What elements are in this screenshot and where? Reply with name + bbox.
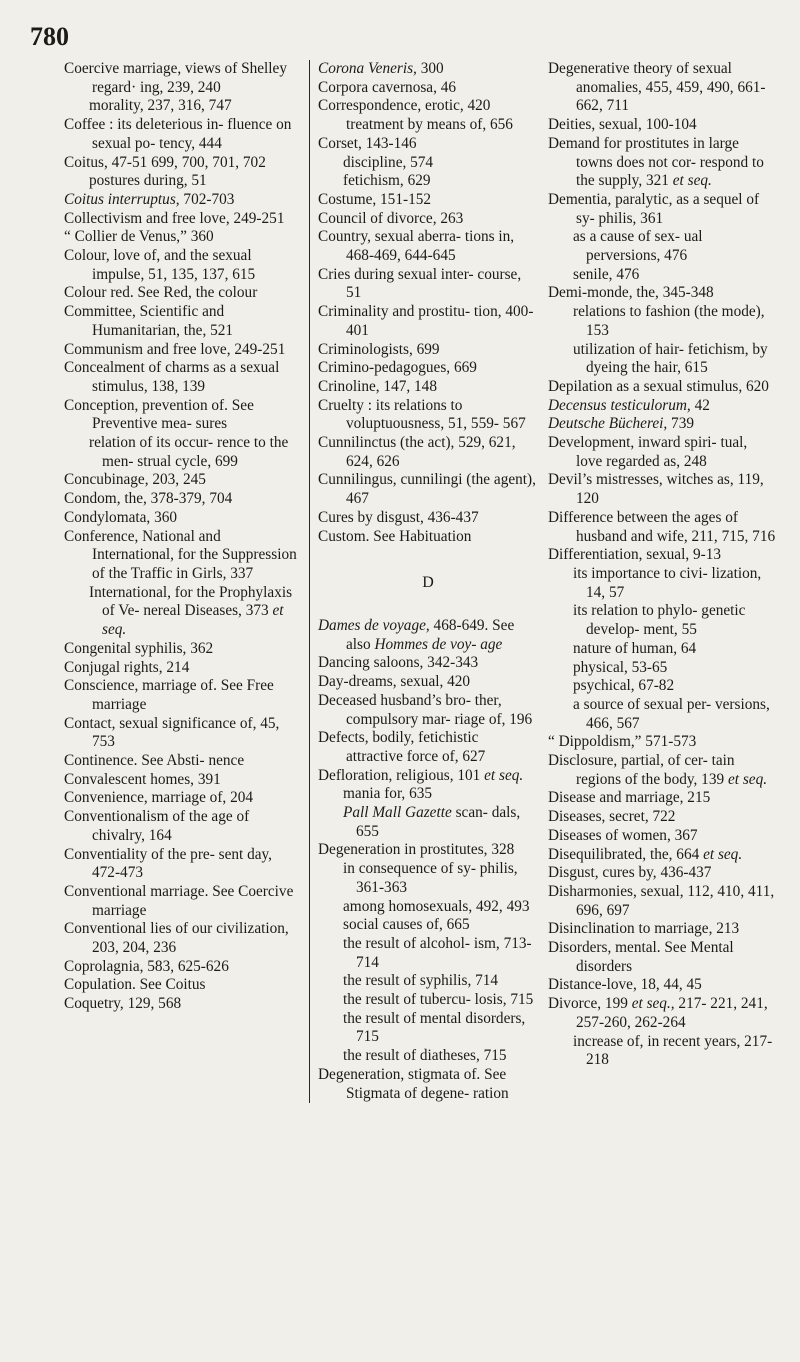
entry-text: the result of diatheses, 715 [343, 1047, 507, 1065]
index-subentry [64, 97, 303, 116]
index-entry [318, 228, 538, 265]
index-subentry [548, 565, 776, 602]
index-entry [318, 841, 538, 860]
index-subentry [318, 935, 538, 972]
entry-text: Demand for prostitutes in large towns does not cor- respond to the supply, 321 [548, 134, 764, 190]
entry-text: the result of syphilis, 714 [343, 972, 499, 990]
index-entry [64, 116, 303, 153]
entry-text: Conscience, marriage of. See Free marriage [64, 677, 274, 713]
index-entry [64, 303, 303, 340]
italic-term: Dames de voyage, [318, 616, 430, 634]
index-entry [548, 397, 776, 416]
entry-text: Dementia, paralytic, as a sequel of sy- philis, 361 [548, 190, 760, 227]
index-column-3 [538, 60, 776, 1103]
entry-text: Coprolagnia, 583, 625-626 [64, 957, 229, 975]
entry-text: increase of, in recent years, 217-218 [573, 1032, 773, 1069]
entry-text: Depilation as a sexual stimulus, 620 [548, 377, 769, 395]
index-entry [548, 415, 776, 434]
index-subentry [318, 785, 538, 804]
index-subentry [318, 991, 538, 1010]
entry-text: Communism and free love, 249-251 [64, 340, 286, 358]
index-entry [318, 654, 538, 673]
index-entry [548, 789, 776, 808]
index-entry [64, 359, 303, 396]
index-entry [318, 767, 538, 786]
entry-text: Conventiality of the pre- sent day, 472-473 [64, 845, 273, 882]
entry-text: the result of mental disorders, 715 [343, 1009, 526, 1046]
entry-text: Corset, 143-146 [318, 134, 417, 152]
index-entry [64, 528, 303, 584]
entry-text: social causes of, 665 [343, 916, 470, 934]
entry-text: Coitus, 47-51 699, 700, 701, 702 [64, 153, 266, 171]
index-subentry [548, 677, 776, 696]
entry-text: mania for, 635 [343, 785, 433, 803]
entry-text: 468-649. See also [346, 616, 515, 653]
entry-text: relation of its occur- rence to the men- strual cycle, 699 [89, 434, 289, 470]
entry-text: Criminality and prostitu- tion, 400-401 [318, 303, 534, 339]
index-entry [548, 284, 776, 303]
entry-text: psychical, 67-82 [573, 677, 675, 695]
index-column-1 [64, 60, 309, 1103]
index-entry [548, 191, 776, 228]
index-entry [64, 808, 303, 845]
index-entry [318, 210, 538, 229]
italic-term: Corona Veneris, [318, 60, 417, 77]
index-entry [548, 920, 776, 939]
index-entry [318, 692, 538, 729]
index-entry [318, 266, 538, 303]
entry-text: Country, sexual aberra- tions in, 468-469, 644-645 [318, 228, 515, 265]
entry-text: senile, 476 [573, 265, 640, 283]
index-entry [64, 154, 303, 173]
entry-text: Divorce, 199 [548, 995, 628, 1013]
entry-text: Distance-love, 18, 44, 45 [548, 976, 702, 994]
index-entry [548, 846, 776, 865]
entry-text: scan- dals, 655 [356, 804, 521, 840]
index-subentry [318, 860, 538, 897]
index-subentry [64, 172, 303, 191]
entry-text: as a cause of sex- ual perversions, 476 [573, 228, 703, 265]
index-entry [318, 191, 538, 210]
index-entry [548, 733, 776, 752]
entry-text: Degeneration in prostitutes, 328 [318, 841, 515, 859]
entry-text: Concealment of charms as a sexual stimulus, 138, 139 [64, 359, 280, 395]
index-entry [318, 97, 538, 134]
entry-text: Diseases, secret, 722 [548, 808, 676, 826]
index-entry [64, 883, 303, 920]
entry-text: Convalescent homes, 391 [64, 770, 221, 788]
index-entry [548, 434, 776, 471]
index-subentry [318, 972, 538, 991]
index-entry [64, 789, 303, 808]
index-subentry [548, 602, 776, 639]
entry-text: Committee, Scientific and Humanitarian, the, 521 [64, 303, 234, 339]
index-entry [64, 284, 303, 303]
index-subentry [64, 434, 303, 471]
index-subentry [318, 898, 538, 917]
index-subentry [548, 303, 776, 340]
italic-term: et seq. [703, 845, 743, 863]
index-entry [64, 191, 303, 210]
index-entry [318, 471, 538, 508]
entry-text: its relation to phylo- genetic develop- ment, 55 [573, 602, 746, 639]
index-subentry [318, 1047, 538, 1066]
index-entry [64, 771, 303, 790]
italic-term: Decensus testiculorum, [548, 396, 691, 414]
entry-text: Continence. See Absti- nence [64, 752, 245, 770]
entry-text: Disinclination to marriage, 213 [548, 920, 740, 938]
entry-text: Crinoline, 147, 148 [318, 377, 437, 395]
index-entry [64, 976, 303, 995]
index-subentry [548, 341, 776, 378]
entry-text: Concubinage, 203, 245 [64, 471, 206, 489]
entry-text: Cries during sexual inter- course, 51 [318, 265, 522, 302]
entry-text: Disgust, cures by, 436-437 [548, 864, 712, 882]
entry-text: among homosexuals, 492, 493 [343, 897, 530, 915]
entry-text: Corpora cavernosa, 46 [318, 78, 457, 96]
index-subentry [548, 266, 776, 285]
index-entry [548, 471, 776, 508]
entry-text: Condylomata, 360 [64, 508, 178, 526]
index-entry [318, 341, 538, 360]
entry-text: Crimino-pedagogues, 669 [318, 359, 477, 377]
entry-text: Conference, National and International, for the Suppression of the Traffic in Girls, 337 [64, 527, 297, 582]
entry-text: Deities, sexual, 100-104 [548, 116, 697, 134]
section-letter: D [422, 574, 434, 592]
entry-text: Defects, bodily, fetichistic attractive force of, 627 [318, 729, 486, 765]
entry-text: 300 [416, 60, 444, 77]
entry-text: Condom, the, 378-379, 704 [64, 490, 233, 508]
entry-text: morality, 237, 316, 747 [89, 97, 232, 115]
entry-text: International, for the Prophylaxis of Ve- nereal Diseases, 373 [89, 583, 293, 620]
index-entry [64, 341, 303, 360]
index-entry [64, 659, 303, 678]
entry-text: Disclosure, partial, of cer- tain regions of the body, 139 [548, 752, 735, 788]
italic-term: et seq. [484, 766, 524, 784]
entry-text: Disharmonies, sexual, 112, 410, 411, 696, 697 [548, 882, 775, 919]
entry-text: utilization of hair- fetichism, by dyeing the hair, 615 [573, 340, 768, 377]
index-entry [318, 397, 538, 434]
index-subentry [548, 659, 776, 678]
entry-text: Degenerative theory of sexual anomalies, 455, 459, 490, 661-662, 711 [548, 60, 766, 115]
index-entry [64, 471, 303, 490]
entry-text: Development, inward spiri- tual, love regarded as, 248 [548, 434, 748, 470]
entry-text: Cruelty : its relations to voluptuousness, 51, 559- 567 [318, 396, 526, 433]
index-entry [64, 228, 303, 247]
index-entry [64, 920, 303, 957]
entry-text: a source of sexual per- versions, 466, 567 [573, 695, 770, 732]
entry-text: Coercive marriage, views of Shelley regard· ing, 239, 240 [64, 60, 287, 96]
index-entry [64, 509, 303, 528]
index-entry [318, 135, 538, 154]
entry-text: the result of alcohol- ism, 713-714 [343, 934, 532, 971]
index-entry [548, 509, 776, 546]
entry-text: Disequilibrated, the, 664 [548, 845, 700, 863]
italic-term: et seq. [672, 172, 712, 190]
index-entry [64, 677, 303, 714]
entry-text: 739 [667, 415, 694, 433]
entry-text: Differentiation, sexual, 9-13 [548, 546, 722, 564]
index-columns [64, 60, 776, 1103]
entry-text: Demi-monde, the, 345-348 [548, 284, 714, 302]
index-entry [64, 995, 303, 1014]
index-entry [318, 378, 538, 397]
index-entry [64, 397, 303, 434]
entry-text: Cunnilinctus (the act), 529, 621, 624, 626 [318, 434, 516, 470]
entry-text: Defloration, religious, 101 [318, 766, 481, 784]
index-entry [548, 135, 776, 191]
index-entry [548, 60, 776, 116]
index-subentry [318, 804, 538, 841]
entry-text: Degeneration, stigmata of. See Stigmata of degene- ration [318, 1065, 509, 1102]
entry-text: Costume, 151-152 [318, 190, 432, 208]
entry-text: Disorders, mental. See Mental disorders [548, 939, 734, 975]
italic-term: et seq. [727, 770, 768, 788]
index-subentry [548, 228, 776, 265]
entry-text: Disease and marriage, 215 [548, 789, 711, 807]
index-entry [64, 715, 303, 752]
index-entry [318, 303, 538, 340]
index-entry [318, 79, 538, 98]
entry-text: 702-703 [179, 190, 235, 208]
entry-text: Congenital syphilis, 362 [64, 639, 214, 657]
page-number: 780 [30, 22, 69, 51]
entry-text: the result of tubercu- losis, 715 [343, 991, 534, 1009]
entry-text: Dancing saloons, 342-343 [318, 654, 479, 672]
index-subentry [318, 916, 538, 935]
index-entry [318, 729, 538, 766]
entry-text: Custom. See Habituation [318, 527, 472, 545]
index-entry [548, 939, 776, 976]
index-subentry [548, 640, 776, 659]
index-entry [64, 210, 303, 229]
index-subentry [64, 584, 303, 640]
entry-text: Day-dreams, sexual, 420 [318, 673, 471, 691]
entry-text: Criminologists, 699 [318, 340, 440, 358]
index-entry [64, 60, 303, 97]
entry-text: Colour, love of, and the sexual impulse, 51, 135, 137, 615 [64, 247, 256, 283]
index-entry [548, 883, 776, 920]
entry-text: Convenience, marriage of, 204 [64, 789, 254, 807]
index-entry [548, 827, 776, 846]
entry-text: 42 [690, 396, 710, 414]
entry-text: Coffee : its deleterious in- fluence on sexual po- tency, 444 [64, 116, 292, 152]
index-entry [318, 1066, 538, 1103]
index-entry [64, 640, 303, 659]
entry-text: physical, 53-65 [573, 658, 668, 676]
entry-text: Cures by disgust, 436-437 [318, 508, 479, 526]
index-entry [64, 752, 303, 771]
index-entry [548, 976, 776, 995]
entry-text: Conventional lies of our civilization, 203, 204, 236 [64, 920, 289, 957]
index-column-2 [309, 60, 538, 1103]
entry-text: Copulation. See Coitus [64, 976, 206, 994]
italic-term: et seq. [102, 602, 284, 639]
index-subentry [548, 696, 776, 733]
entry-text: Cunnilingus, cunnilingi (the agent), 467 [318, 471, 536, 508]
entry-text: Deceased husband’s bro- ther, compulsory mar- riage of, 196 [318, 691, 533, 728]
index-entry [64, 958, 303, 977]
entry-text: Diseases of women, 367 [548, 826, 698, 844]
index-entry [318, 60, 538, 79]
index-entry [548, 378, 776, 397]
entry-text: “ Dippoldism,” 571-573 [548, 733, 697, 751]
entry-text: Conjugal rights, 214 [64, 658, 190, 676]
entry-text: Coquetry, 129, 568 [64, 995, 182, 1013]
italic-term: Hommes de voy- age [374, 635, 503, 653]
index-entry [318, 528, 538, 547]
entry-text: relations to fashion (the mode), 153 [573, 303, 765, 339]
index-entry [548, 752, 776, 789]
index-entry [548, 995, 776, 1032]
entry-text: nature of human, 64 [573, 639, 697, 657]
index-entry [318, 434, 538, 471]
index-entry [548, 864, 776, 883]
entry-text: postures during, 51 [89, 172, 207, 190]
index-entry [318, 673, 538, 692]
italic-term: Deutsche Bücherei, [548, 415, 668, 433]
entry-text: Collectivism and free love, 249-251 [64, 209, 285, 227]
index-entry [548, 808, 776, 827]
entry-text: Council of divorce, 263 [318, 209, 464, 227]
entry-text: 217- 221, 241, 257-260, 262-264 [576, 995, 768, 1031]
index-entry [548, 546, 776, 565]
italic-term: Pall Mall Gazette [343, 804, 452, 822]
index-entry [64, 846, 303, 883]
entry-text: discipline, 574 [343, 153, 434, 171]
index-entry [318, 359, 538, 378]
entry-text: “ Collier de Venus,” 360 [64, 228, 214, 246]
entry-text: Colour red. See Red, the colour [64, 284, 258, 302]
entry-text: Conception, prevention of. See Preventive mea- sures [64, 396, 254, 433]
index-entry [64, 247, 303, 284]
index-subentry [318, 1010, 538, 1047]
entry-text: Conventionalism of the age of chivalry, 164 [64, 808, 250, 844]
index-entry [318, 509, 538, 528]
index-entry [64, 490, 303, 509]
entry-text: fetichism, 629 [343, 172, 431, 190]
entry-text: Conventional marriage. See Coercive marriage [64, 882, 294, 919]
entry-text: its importance to civi- lization, 14, 57 [573, 564, 762, 601]
entry-text: Difference between the ages of husband and wife, 211, 715, 716 [548, 508, 776, 545]
italic-term: Coitus interruptus, [64, 190, 180, 208]
index-entry [318, 617, 538, 654]
entry-text: Contact, sexual significance of, 45, 753 [64, 714, 280, 751]
index-subentry [318, 172, 538, 191]
italic-term: et seq., [631, 995, 675, 1013]
entry-text: Devil’s mistresses, witches as, 119, 120 [548, 471, 764, 508]
index-entry [548, 116, 776, 135]
entry-text: in consequence of sy- philis, 361-363 [343, 860, 518, 896]
index-subentry [548, 1033, 776, 1070]
index-subentry [318, 154, 538, 173]
entry-text: Correspondence, erotic, 420 treatment by means of, 656 [318, 97, 513, 134]
